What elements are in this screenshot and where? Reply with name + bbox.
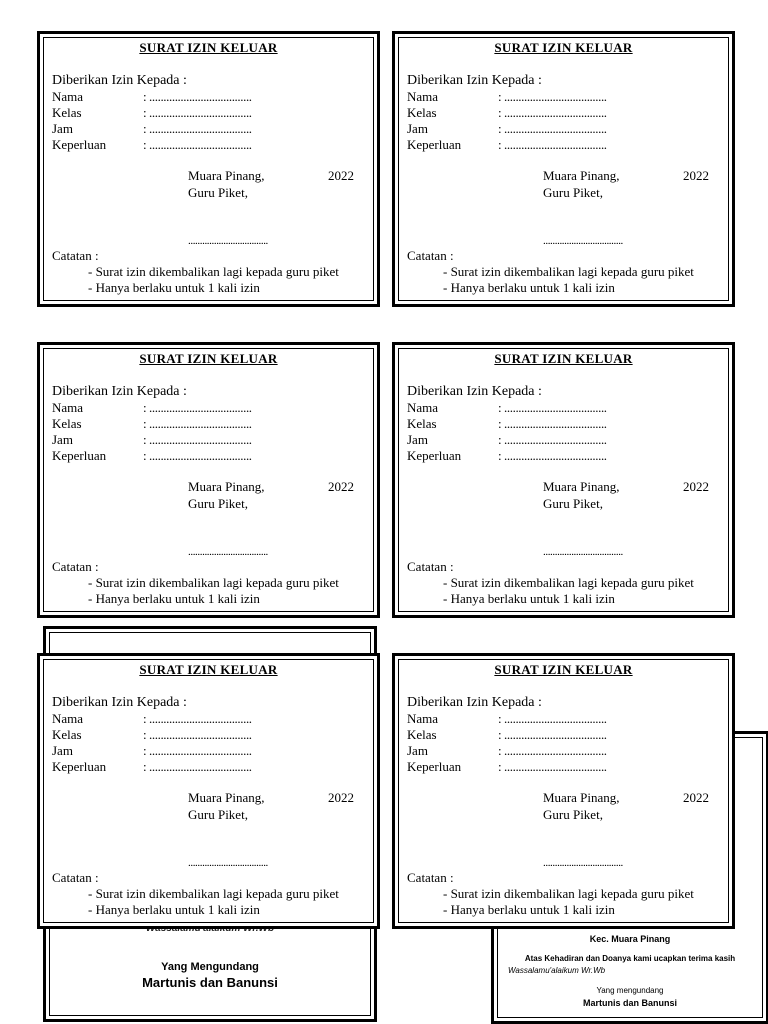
field-label-kelas: Kelas (407, 727, 437, 742)
field-value-kelas: : .................................... (498, 727, 607, 742)
field-label-kelas: Kelas (407, 416, 437, 431)
note-item: - Surat izin dikembalikan lagi kepada guru piket (443, 886, 694, 901)
slip-title: SURAT IZIN KELUAR (139, 662, 278, 677)
field-label-jam: Jam (407, 121, 428, 136)
slip-signer-role: Guru Piket, (188, 185, 248, 200)
slip-card (37, 342, 380, 618)
field-label-nama: Nama (407, 711, 439, 726)
slip-signer-role: Guru Piket, (188, 496, 248, 511)
slip-signer-role: Guru Piket, (188, 807, 248, 822)
field-value-kelas: : .................................... (143, 727, 252, 742)
slip-card (392, 342, 735, 618)
slip-intro: Diberikan Izin Kepada : (407, 73, 542, 88)
field-value-keperluan: : .................................... (143, 137, 252, 152)
field-label-keperluan: Keperluan (407, 448, 462, 463)
field-label-keperluan: Keperluan (52, 759, 107, 774)
slip-signer-role: Guru Piket, (543, 807, 603, 822)
signature-line: .................................. (543, 235, 623, 247)
slip-card (37, 31, 380, 307)
field-value-kelas: : .................................... (143, 105, 252, 120)
signature-line: .................................. (188, 235, 268, 247)
signature-line: .................................. (543, 857, 623, 869)
field-value-keperluan: : .................................... (498, 448, 607, 463)
invitation-thanks: Atas Kehadiran dan Doanya kami ucapkan terima kasih (524, 954, 736, 963)
invitation-inviter-names: Martunis dan Banunsi (142, 975, 278, 990)
field-value-nama: : .................................... (498, 400, 607, 415)
field-label-jam: Jam (407, 743, 428, 758)
field-label-kelas: Kelas (407, 105, 437, 120)
field-value-keperluan: : .................................... (498, 759, 607, 774)
slip-year: 2022 (328, 479, 354, 494)
field-value-keperluan: : .................................... (143, 759, 252, 774)
slip-place: Muara Pinang, (543, 790, 620, 805)
field-label-jam: Jam (52, 432, 73, 447)
field-label-jam: Jam (52, 743, 73, 758)
slip-title: SURAT IZIN KELUAR (494, 662, 633, 677)
field-value-jam: : .................................... (143, 432, 252, 447)
notes-heading: Catatan : (52, 559, 99, 574)
notes-heading: Catatan : (52, 248, 99, 263)
signature-line: .................................. (188, 857, 268, 869)
notes-heading: Catatan : (407, 248, 454, 263)
field-label-kelas: Kelas (52, 416, 82, 431)
note-item: - Surat izin dikembalikan lagi kepada guru piket (88, 575, 339, 590)
field-label-keperluan: Keperluan (407, 759, 462, 774)
field-label-nama: Nama (52, 711, 84, 726)
notes-heading: Catatan : (407, 559, 454, 574)
invitation-closing: Wassalamu'alaikum Wr.Wb (508, 966, 606, 975)
field-label-nama: Nama (52, 400, 84, 415)
slip-place: Muara Pinang, (188, 479, 265, 494)
field-value-kelas: : .................................... (498, 416, 607, 431)
note-item: - Hanya berlaku untuk 1 kali izin (443, 591, 615, 606)
note-item: - Surat izin dikembalikan lagi kepada guru piket (88, 886, 339, 901)
slip-year: 2022 (328, 790, 354, 805)
field-value-nama: : .................................... (143, 400, 252, 415)
field-value-jam: : .................................... (498, 743, 607, 758)
note-item: - Hanya berlaku untuk 1 kali izin (88, 280, 260, 295)
slip-card (392, 653, 735, 929)
slip-year: 2022 (683, 479, 709, 494)
slip-place: Muara Pinang, (188, 168, 265, 183)
note-item: - Surat izin dikembalikan lagi kepada guru piket (88, 264, 339, 279)
invitation-inviter-label: Yang mengundang (596, 986, 664, 995)
field-value-jam: : .................................... (498, 432, 607, 447)
field-label-nama: Nama (52, 89, 84, 104)
field-value-nama: : .................................... (498, 89, 607, 104)
notes-heading: Catatan : (407, 870, 454, 885)
note-item: - Hanya berlaku untuk 1 kali izin (88, 902, 260, 917)
field-value-kelas: : .................................... (143, 416, 252, 431)
slip-title: SURAT IZIN KELUAR (494, 40, 633, 55)
field-value-jam: : .................................... (143, 743, 252, 758)
slip-title: SURAT IZIN KELUAR (494, 351, 633, 366)
slip-year: 2022 (683, 790, 709, 805)
slip-place: Muara Pinang, (543, 168, 620, 183)
slip-place: Muara Pinang, (543, 479, 620, 494)
invitation-inviter-names: Martunis dan Banunsi (582, 998, 677, 1008)
slip-place: Muara Pinang, (188, 790, 265, 805)
slip-intro: Diberikan Izin Kepada : (407, 695, 542, 710)
slip-year: 2022 (683, 168, 709, 183)
field-label-keperluan: Keperluan (52, 137, 107, 152)
note-item: - Hanya berlaku untuk 1 kali izin (88, 591, 260, 606)
slip-year: 2022 (328, 168, 354, 183)
slip-signer-role: Guru Piket, (543, 185, 603, 200)
signature-line: .................................. (188, 546, 268, 558)
field-value-keperluan: : .................................... (498, 137, 607, 152)
slip-card (392, 31, 735, 307)
slip-intro: Diberikan Izin Kepada : (52, 695, 187, 710)
field-label-nama: Nama (407, 400, 439, 415)
invitation-inviter-label: Yang Mengundang (161, 961, 259, 973)
field-value-jam: : .................................... (498, 121, 607, 136)
field-value-keperluan: : .................................... (143, 448, 252, 463)
note-item: - Surat izin dikembalikan lagi kepada guru piket (443, 575, 694, 590)
field-value-nama: : .................................... (498, 711, 607, 726)
field-value-nama: : .................................... (143, 711, 252, 726)
field-value-kelas: : .................................... (498, 105, 607, 120)
slip-intro: Diberikan Izin Kepada : (407, 384, 542, 399)
slip-intro: Diberikan Izin Kepada : (52, 384, 187, 399)
slip-signer-role: Guru Piket, (543, 496, 603, 511)
field-label-jam: Jam (407, 432, 428, 447)
field-value-nama: : .................................... (143, 89, 252, 104)
field-label-keperluan: Keperluan (52, 448, 107, 463)
note-item: - Hanya berlaku untuk 1 kali izin (443, 280, 615, 295)
field-label-kelas: Kelas (52, 727, 82, 742)
field-label-jam: Jam (52, 121, 73, 136)
field-value-jam: : .................................... (143, 121, 252, 136)
field-label-kelas: Kelas (52, 105, 82, 120)
slip-title: SURAT IZIN KELUAR (139, 351, 278, 366)
field-label-nama: Nama (407, 89, 439, 104)
slip-title: SURAT IZIN KELUAR (139, 40, 278, 55)
note-item: - Surat izin dikembalikan lagi kepada guru piket (443, 264, 694, 279)
note-item: - Hanya berlaku untuk 1 kali izin (443, 902, 615, 917)
notes-heading: Catatan : (52, 870, 99, 885)
invitation-address: Kec. Muara Pinang (589, 934, 671, 944)
signature-line: .................................. (543, 546, 623, 558)
slip-card (37, 653, 380, 929)
field-label-keperluan: Keperluan (407, 137, 462, 152)
slip-intro: Diberikan Izin Kepada : (52, 73, 187, 88)
